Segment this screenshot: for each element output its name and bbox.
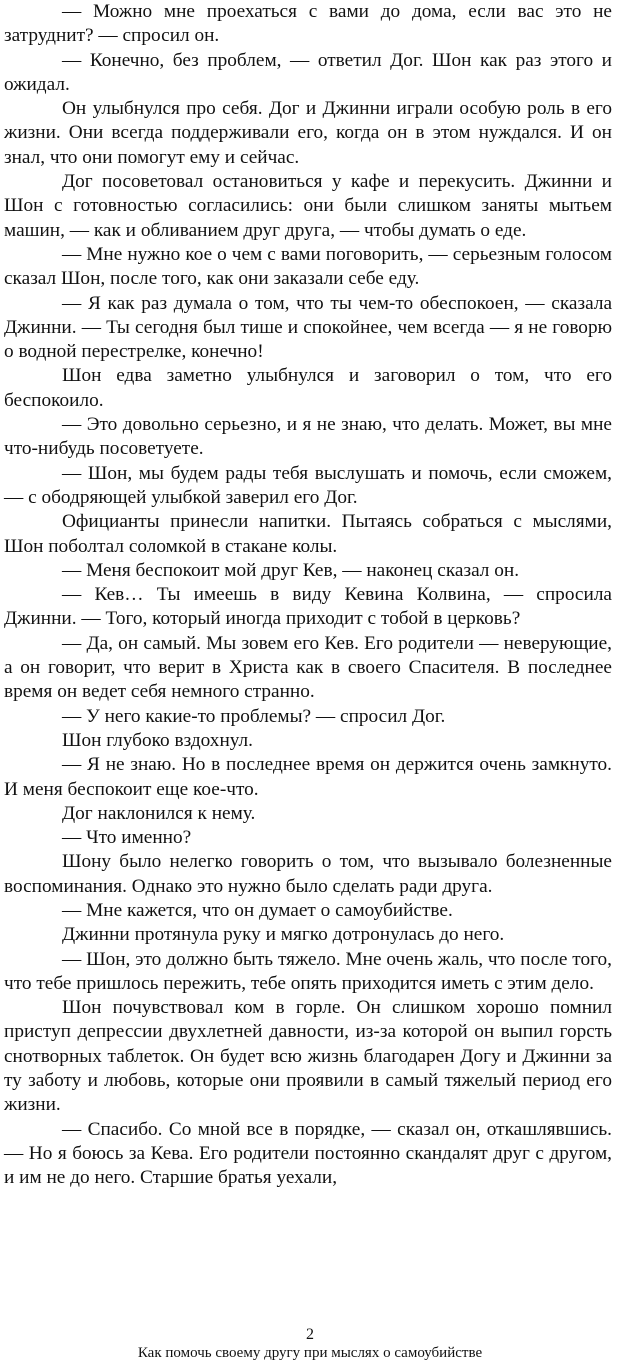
paragraph: — Что именно? <box>62 827 192 849</box>
paragraph: Он улыбнулся про себя. Дог и Джинни играли особую роль в его жизни. Они всегда поддерживали его, когда он в этом нуждался. И он знал, что они помогут ему и сейчас. <box>4 98 612 168</box>
paragraph: — Кев… Ты имеешь в виду Кевина Колвина, — спросила Джинни. — Того, который иногда приходит с тобой в церковь? <box>4 584 612 630</box>
paragraph: Шон едва заметно улыбнулся и заговорил о том, что его беспокоило. <box>4 365 612 411</box>
paragraph: Шон глубоко вздохнул. <box>62 729 254 751</box>
paragraph: Официанты принесли напитки. Пытаясь собраться с мыслями, Шон поболтал соломкой в стакане колы. <box>4 511 612 557</box>
paragraph: Дог посоветовал остановиться у кафе и перекусить. Джинни и Шон с готовностью согласились: они были слишком заняты мытьем машин, — как и обливанием друг друга, — чтобы думать о еде. <box>4 171 612 241</box>
paragraph: — Мне нужно кое о чем с вами поговорить, — серьезным голосом сказал Шон, после того, как они заказали себе еду. <box>4 243 612 290</box>
paragraph: — Я не знаю. Но в последнее время он держится очень замкнуто. И меня беспокоит еще кое-что. <box>4 754 612 800</box>
paragraph: — Это довольно серьезно, и я не знаю, что делать. Может, вы мне что-нибудь посоветуете. <box>4 414 612 460</box>
paragraph: — Конечно, без проблем, — ответил Дог. Шон как раз этого и ожидал. <box>4 49 612 95</box>
paragraph: Шону было нелегко говорить о том, что вызывало болезненные воспоминания. Однако это нужно было сделать ради друга. <box>4 851 612 897</box>
body-text <box>4 0 612 1191</box>
paragraph: — Спасибо. Со мной все в порядке, — сказал он, откашлявшись. — Но я боюсь за Кева. Его родители постоянно скандалят друг с другом, и им не до него. Старшие братья уехали, <box>4 1118 612 1189</box>
paragraph: Шон почувствовал ком в горле. Он слишком хорошо помнил приступ депрессии двухлетней давности, из-за которой он выпил горсть снотворных таблеток. Он будет всю жизнь благодарен Догу и Джинни за ту заботу и любовь, которые они проявили в самый тяжелый период его жизни. <box>4 997 612 1116</box>
running-footer-title: Как помочь своему другу при мыслях о самоубийстве <box>137 1345 483 1361</box>
paragraph: — Шон, это должно быть тяжело. Мне очень жаль, что после того, что тебе пришлось пережить, тебе опять приходится иметь с этим дело. <box>4 948 612 994</box>
paragraph: Джинни протянула руку и мягко дотронулась до него. <box>62 924 505 946</box>
paragraph: — Меня беспокоит мой друг Кев, — наконец сказал он. <box>62 559 520 581</box>
paragraph: — Я как раз думала о том, что ты чем-то обеспокоен, — сказала Джинни. — Ты сегодня был тише и спокойнее, чем всегда — я не говорю о водной перестрелке, конечно! <box>4 292 612 363</box>
paragraph: — Шон, мы будем рады тебя выслушать и помочь, если сможем, — с ободряющей улыбкой заверил его Дог. <box>4 462 612 508</box>
paragraph: — У него какие-то проблемы? — спросил Дог. <box>62 705 446 727</box>
paragraph: — Мне кажется, что он думает о самоубийстве. <box>62 899 453 921</box>
paragraph: Дог наклонился к нему. <box>62 802 256 824</box>
paragraph: — Да, он самый. Мы зовем его Кев. Его родители — неверующие, а он говорит, что верит в Христа как в своего Спасителя. В последнее время он ведет себя немного странно. <box>4 632 612 703</box>
page-number: 2 <box>306 1326 314 1343</box>
paragraph: — Можно мне проехаться с вами до дома, если вас это не затруднит? — спросил он. <box>4 1 612 47</box>
